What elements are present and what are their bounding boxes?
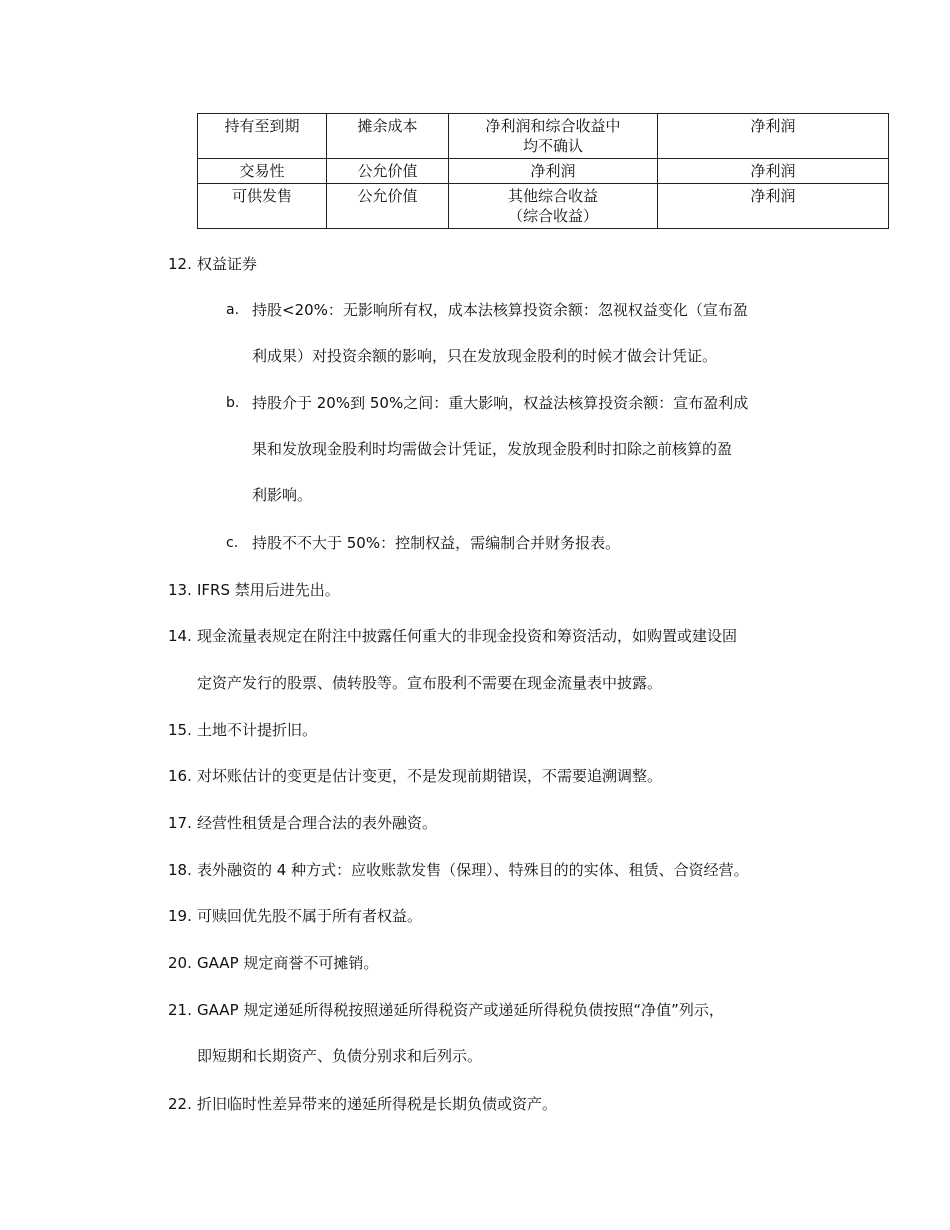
item-text: 定资产发行的股票、债转股等。宣布股利不需要在现金流量表中披露。 <box>197 674 663 692</box>
subitem-text: 果和发放现金股利时均需做会计凭证，发放现金股利时扣除之前核算的盈 <box>252 440 733 458</box>
item-number: 20. <box>168 954 192 972</box>
item-number: 18. <box>168 861 192 879</box>
item-number: 21. <box>168 1001 192 1019</box>
table-cell: 持有至到期 <box>198 114 327 159</box>
item-number: 22. <box>168 1095 192 1113</box>
table-cell: 公允价值 <box>327 159 449 184</box>
subitem-text: 利影响。 <box>252 486 313 504</box>
item-text: 土地不计提折旧。 <box>197 721 318 739</box>
subitem-label: c. <box>226 535 239 551</box>
item-text: 经营性租赁是合理合法的表外融资。 <box>197 814 438 832</box>
item-text: 权益证券 <box>197 255 258 273</box>
item-number: 19. <box>168 907 192 925</box>
table-cell: 净利润 <box>658 184 889 229</box>
item-text: 可赎回优先股不属于所有者权益。 <box>197 907 423 925</box>
item-number: 13. <box>168 581 192 599</box>
accounting-table <box>197 113 889 229</box>
item-text: 表外融资的 4 种方式：应收账款发售（保理）、特殊目的的实体、租赁、合资经营。 <box>197 861 749 879</box>
subitem-label: b. <box>226 395 240 411</box>
item-text: 折旧临时性差异带来的递延所得税是长期负债或资产。 <box>197 1095 558 1113</box>
table-cell: 摊余成本 <box>327 114 449 159</box>
table-cell: 净利润 <box>449 159 658 184</box>
item-number: 15. <box>168 721 192 739</box>
subitem-text: 持股不不大于 50%：控制权益，需编制合并财务报表。 <box>252 534 621 552</box>
table-cell: 其他综合收益 （综合收益） <box>449 184 658 229</box>
table-row <box>198 159 889 184</box>
item-text: 现金流量表规定在附注中披露任何重大的非现金投资和筹资活动，如购置或建设固 <box>197 627 738 645</box>
table-row <box>198 114 889 159</box>
table-cell: 净利润 <box>658 114 889 159</box>
table-cell: 可供发售 <box>198 184 327 229</box>
subitem-text: 持股<20%：无影响所有权，成本法核算投资余额：忽视权益变化（宣布盈 <box>252 301 748 319</box>
item-text: IFRS 禁用后进先出。 <box>197 581 340 599</box>
table-cell: 公允价值 <box>327 184 449 229</box>
item-text: GAAP 规定商誉不可摊销。 <box>197 954 379 972</box>
subitem-text: 持股介于 20%到 50%之间：重大影响，权益法核算投资余额：宣布盈利成 <box>252 394 749 412</box>
table-cell: 交易性 <box>198 159 327 184</box>
table-row <box>198 184 889 229</box>
item-text: 即短期和长期资产、负债分别求和后列示。 <box>197 1047 483 1065</box>
table-cell: 净利润 <box>658 159 889 184</box>
subitem-label: a. <box>226 302 240 318</box>
table-cell: 净利润和综合收益中 均不确认 <box>449 114 658 159</box>
item-text: GAAP 规定递延所得税按照递延所得税资产或递延所得税负债按照“净值”列示， <box>197 1001 724 1019</box>
item-number: 17. <box>168 814 192 832</box>
subitem-text: 利成果）对投资余额的影响，只在发放现金股利的时候才做会计凭证。 <box>252 347 718 365</box>
item-text: 对坏账估计的变更是估计变更，不是发现前期错误，不需要追溯调整。 <box>197 767 663 785</box>
item-number: 12. <box>168 255 192 273</box>
item-number: 16. <box>168 767 192 785</box>
item-number: 14. <box>168 627 192 645</box>
